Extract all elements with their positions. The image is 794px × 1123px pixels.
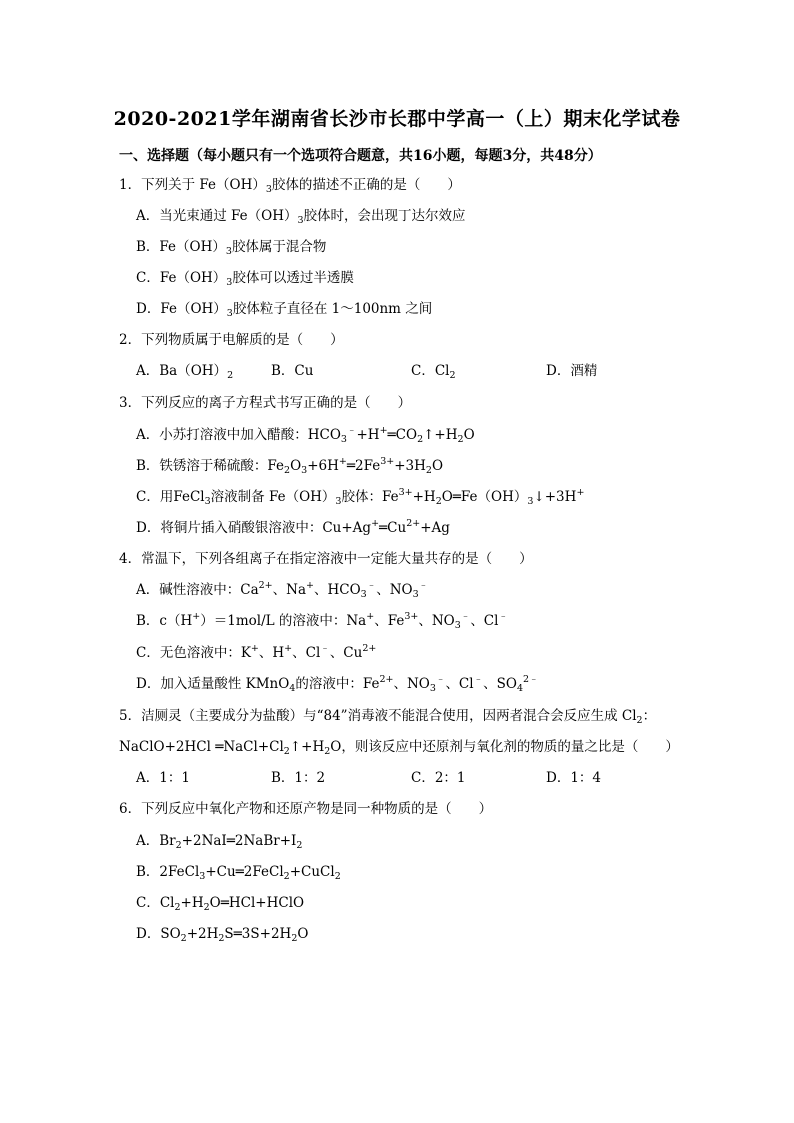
question-6-stem: 6．下列反应中氧化产物和还原产物是同一种物质的是（ ） xyxy=(119,801,493,817)
question-1-option-d: D．$Fe(OH)_3$胶体粒子直径在 1～100nm 之间 xyxy=(136,301,433,319)
question-6-option-a: A．$Br_2+2NaI═2NaBr+I_2$ xyxy=(136,833,303,851)
page-title: 2020-2021学年湖南省长沙市长郡中学高一（上）期末化学试卷 xyxy=(113,108,681,130)
question-1-stem: 1．下列关于 $Fe(OH)_3$胶体的描述不正确的是（ ） xyxy=(119,177,461,195)
question-2-options xyxy=(136,362,696,382)
question-3-option-a: A．小苏打溶液中加入醋酸：$HCO_3^﹣+H^+═CO_2↑+H_2O$ xyxy=(136,425,475,445)
question-5-option-c: C．2：1 xyxy=(411,770,466,786)
question-6-option-b: B．2FeCl$_3$+Cu═2FeCl$_2$+CuCl$_2$ xyxy=(136,864,341,882)
question-4-option-c: C．无色溶液中：K+、H+、Cl﹣、$Cu^{2+}$ xyxy=(136,643,377,661)
question-2-option-c: C．$Cl_2$ xyxy=(411,363,456,381)
question-6-option-d: D．$SO_2+2H_2S═3S+2H_2O$ xyxy=(136,926,309,944)
question-5-option-d: D．1：4 xyxy=(546,770,602,786)
question-5-option-b: B．1：2 xyxy=(271,770,326,786)
question-1-option-b: B．$Fe(OH)_3$胶体属于混合物 xyxy=(136,239,327,257)
question-2-option-a: A．$Ba(OH)_2$ xyxy=(136,363,234,381)
question-1-option-c: C．$Fe(OH)_3$胶体可以透过半透膜 xyxy=(136,270,354,288)
question-5-stem-line-2: NaClO+2HCl $═NaCl+Cl_2↑+H_2O$，则该反应中还原剂与氧化剂的物质的量之比是（ ） xyxy=(119,739,679,757)
question-4-option-d: D．加入适量酸性 KMnO$_4$的溶液中：$Fe^{2+}$、$NO_3^﹣$、Cl﹣、$SO_4^{2﹣}$ xyxy=(136,674,539,694)
question-4-option-b: B．c（H+）＝1mol/L 的溶液中：Na+、$Fe^{3+}$、$NO_3^﹣$、Cl﹣ xyxy=(136,611,508,631)
question-4-stem: 4．常温下，下列各组离子在指定溶液中一定能大量共存的是（ ） xyxy=(119,551,533,567)
section-header: 一、选择题（每小题只有一个选项符合题意，共16小题，每题3分，共48分） xyxy=(119,148,602,164)
question-3-stem: 3．下列反应的离子方程式书写正确的是（ ） xyxy=(119,395,412,411)
question-3-option-d: D．将铜片插入硝酸银溶液中：$Cu+Ag^+═Cu^{2+}+Ag$ xyxy=(136,518,450,536)
question-5-options xyxy=(136,769,696,789)
question-5-stem-line-1: 5．洁厕灵（主要成分为盐酸）与“84”消毒液不能混合使用，因两者混合会反应生成 $Cl_2$： xyxy=(119,708,657,726)
question-5-option-a: A．1：1 xyxy=(136,770,190,786)
question-2-stem: 2．下列物质属于电解质的是（ ） xyxy=(119,332,344,348)
question-3-option-c: C．用FeCl$_3$溶液制备 $Fe(OH)_3$胶体：$Fe^{3+}+H_2O═Fe(OH)_3↓+3H^+$ xyxy=(136,487,585,507)
question-3-option-b: B．铁锈溶于稀硫酸：$Fe_2O_3+6H^+═2Fe^{3+}+3H_2O$ xyxy=(136,456,444,476)
question-2-option-d: D．酒精 xyxy=(546,363,598,379)
question-1-option-a: A．当光束通过 $Fe(OH)_3$胶体时，会出现丁达尔效应 xyxy=(136,208,466,226)
question-6-option-c: C．$Cl_2+H_2O═HCl+HClO$ xyxy=(136,895,305,913)
question-4-option-a: A．碱性溶液中：$Ca^{2+}$、Na+、$HCO_3^﹣$、$NO_3^﹣$ xyxy=(136,580,429,600)
question-2-option-b: B．Cu xyxy=(271,363,314,379)
